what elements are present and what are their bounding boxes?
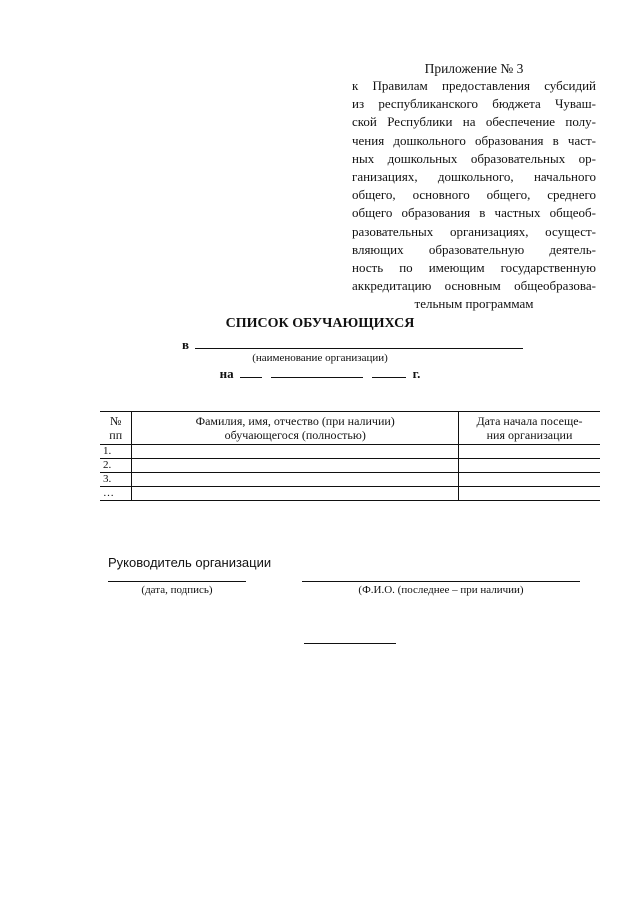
appendix-line: аккредитацию основным общеобразова- bbox=[352, 278, 596, 294]
row-date-cell[interactable] bbox=[459, 473, 600, 487]
appendix-title: Приложение № 3 bbox=[424, 61, 524, 76]
header-full-name bbox=[132, 412, 459, 445]
organization-line bbox=[182, 337, 523, 353]
date-line bbox=[0, 366, 640, 382]
header-text: ния организации bbox=[486, 428, 573, 442]
end-separator bbox=[304, 643, 396, 644]
appendix-line: общего образования в частных общеоб- bbox=[352, 205, 596, 221]
header-text: Фамилия, имя, отчество (при наличии) bbox=[195, 414, 395, 428]
document-heading: СПИСОК ОБУЧАЮЩИХСЯ bbox=[225, 316, 415, 331]
header-start-date bbox=[459, 412, 600, 445]
date-year-blank bbox=[372, 366, 406, 378]
signature-name-caption: (Ф.И.О. (последнее – при наличии) bbox=[358, 584, 524, 596]
signature-label: Руководитель организации bbox=[108, 555, 272, 570]
date-prefix: на bbox=[219, 366, 234, 381]
appendix-line: из республиканского бюджета Чуваш- bbox=[352, 96, 596, 112]
appendix-line: разовательных организациях, осущест- bbox=[352, 223, 596, 239]
appendix-line: вляющих образовательную деятель- bbox=[352, 241, 596, 257]
signature-date-blank bbox=[108, 581, 246, 582]
organization-blank bbox=[195, 337, 523, 349]
signature-name-blank bbox=[302, 581, 580, 582]
row-date-cell[interactable] bbox=[459, 445, 600, 459]
row-number: … bbox=[100, 487, 132, 501]
appendix-line: тельным программам bbox=[414, 296, 534, 312]
appendix-line: ганизациях, дошкольного, начального bbox=[352, 169, 596, 185]
row-name-cell[interactable] bbox=[132, 445, 459, 459]
appendix-line: к Правилам предоставления субсидий bbox=[352, 78, 596, 93]
date-suffix: г. bbox=[412, 366, 421, 381]
appendix-line: чения дошкольного образования в част- bbox=[352, 132, 596, 148]
appendix-line: ской Республики на обеспечение полу- bbox=[352, 114, 596, 130]
row-date-cell[interactable] bbox=[459, 459, 600, 473]
header-text: № bbox=[109, 414, 122, 428]
table-row bbox=[100, 445, 600, 459]
row-date-cell[interactable] bbox=[459, 487, 600, 501]
organization-prefix: в bbox=[182, 337, 190, 352]
header-number bbox=[100, 412, 132, 445]
row-number: 2. bbox=[100, 459, 132, 473]
table-header-row bbox=[100, 412, 600, 445]
appendix-text bbox=[352, 77, 596, 314]
appendix-line: ных дошкольных образовательных ор- bbox=[352, 150, 596, 166]
row-name-cell[interactable] bbox=[132, 473, 459, 487]
organization-caption: (наименование организации) bbox=[252, 352, 388, 364]
table-row bbox=[100, 459, 600, 473]
appendix-line: общего, основного общего, среднего bbox=[352, 187, 596, 203]
row-number: 1. bbox=[100, 445, 132, 459]
row-name-cell[interactable] bbox=[132, 487, 459, 501]
table-row bbox=[100, 473, 600, 487]
students-table bbox=[100, 411, 600, 501]
appendix-line: ность по имеющим государственную bbox=[352, 260, 596, 276]
header-text: обучающегося (полностью) bbox=[224, 428, 366, 442]
header-text: пп bbox=[109, 428, 123, 442]
date-day-blank bbox=[240, 366, 262, 378]
row-number: 3. bbox=[100, 473, 132, 487]
row-name-cell[interactable] bbox=[132, 459, 459, 473]
header-text: Дата начала посеще- bbox=[476, 414, 583, 428]
date-month-blank bbox=[271, 366, 363, 378]
table-row bbox=[100, 487, 600, 501]
signature-date-caption: (дата, подпись) bbox=[141, 584, 213, 596]
